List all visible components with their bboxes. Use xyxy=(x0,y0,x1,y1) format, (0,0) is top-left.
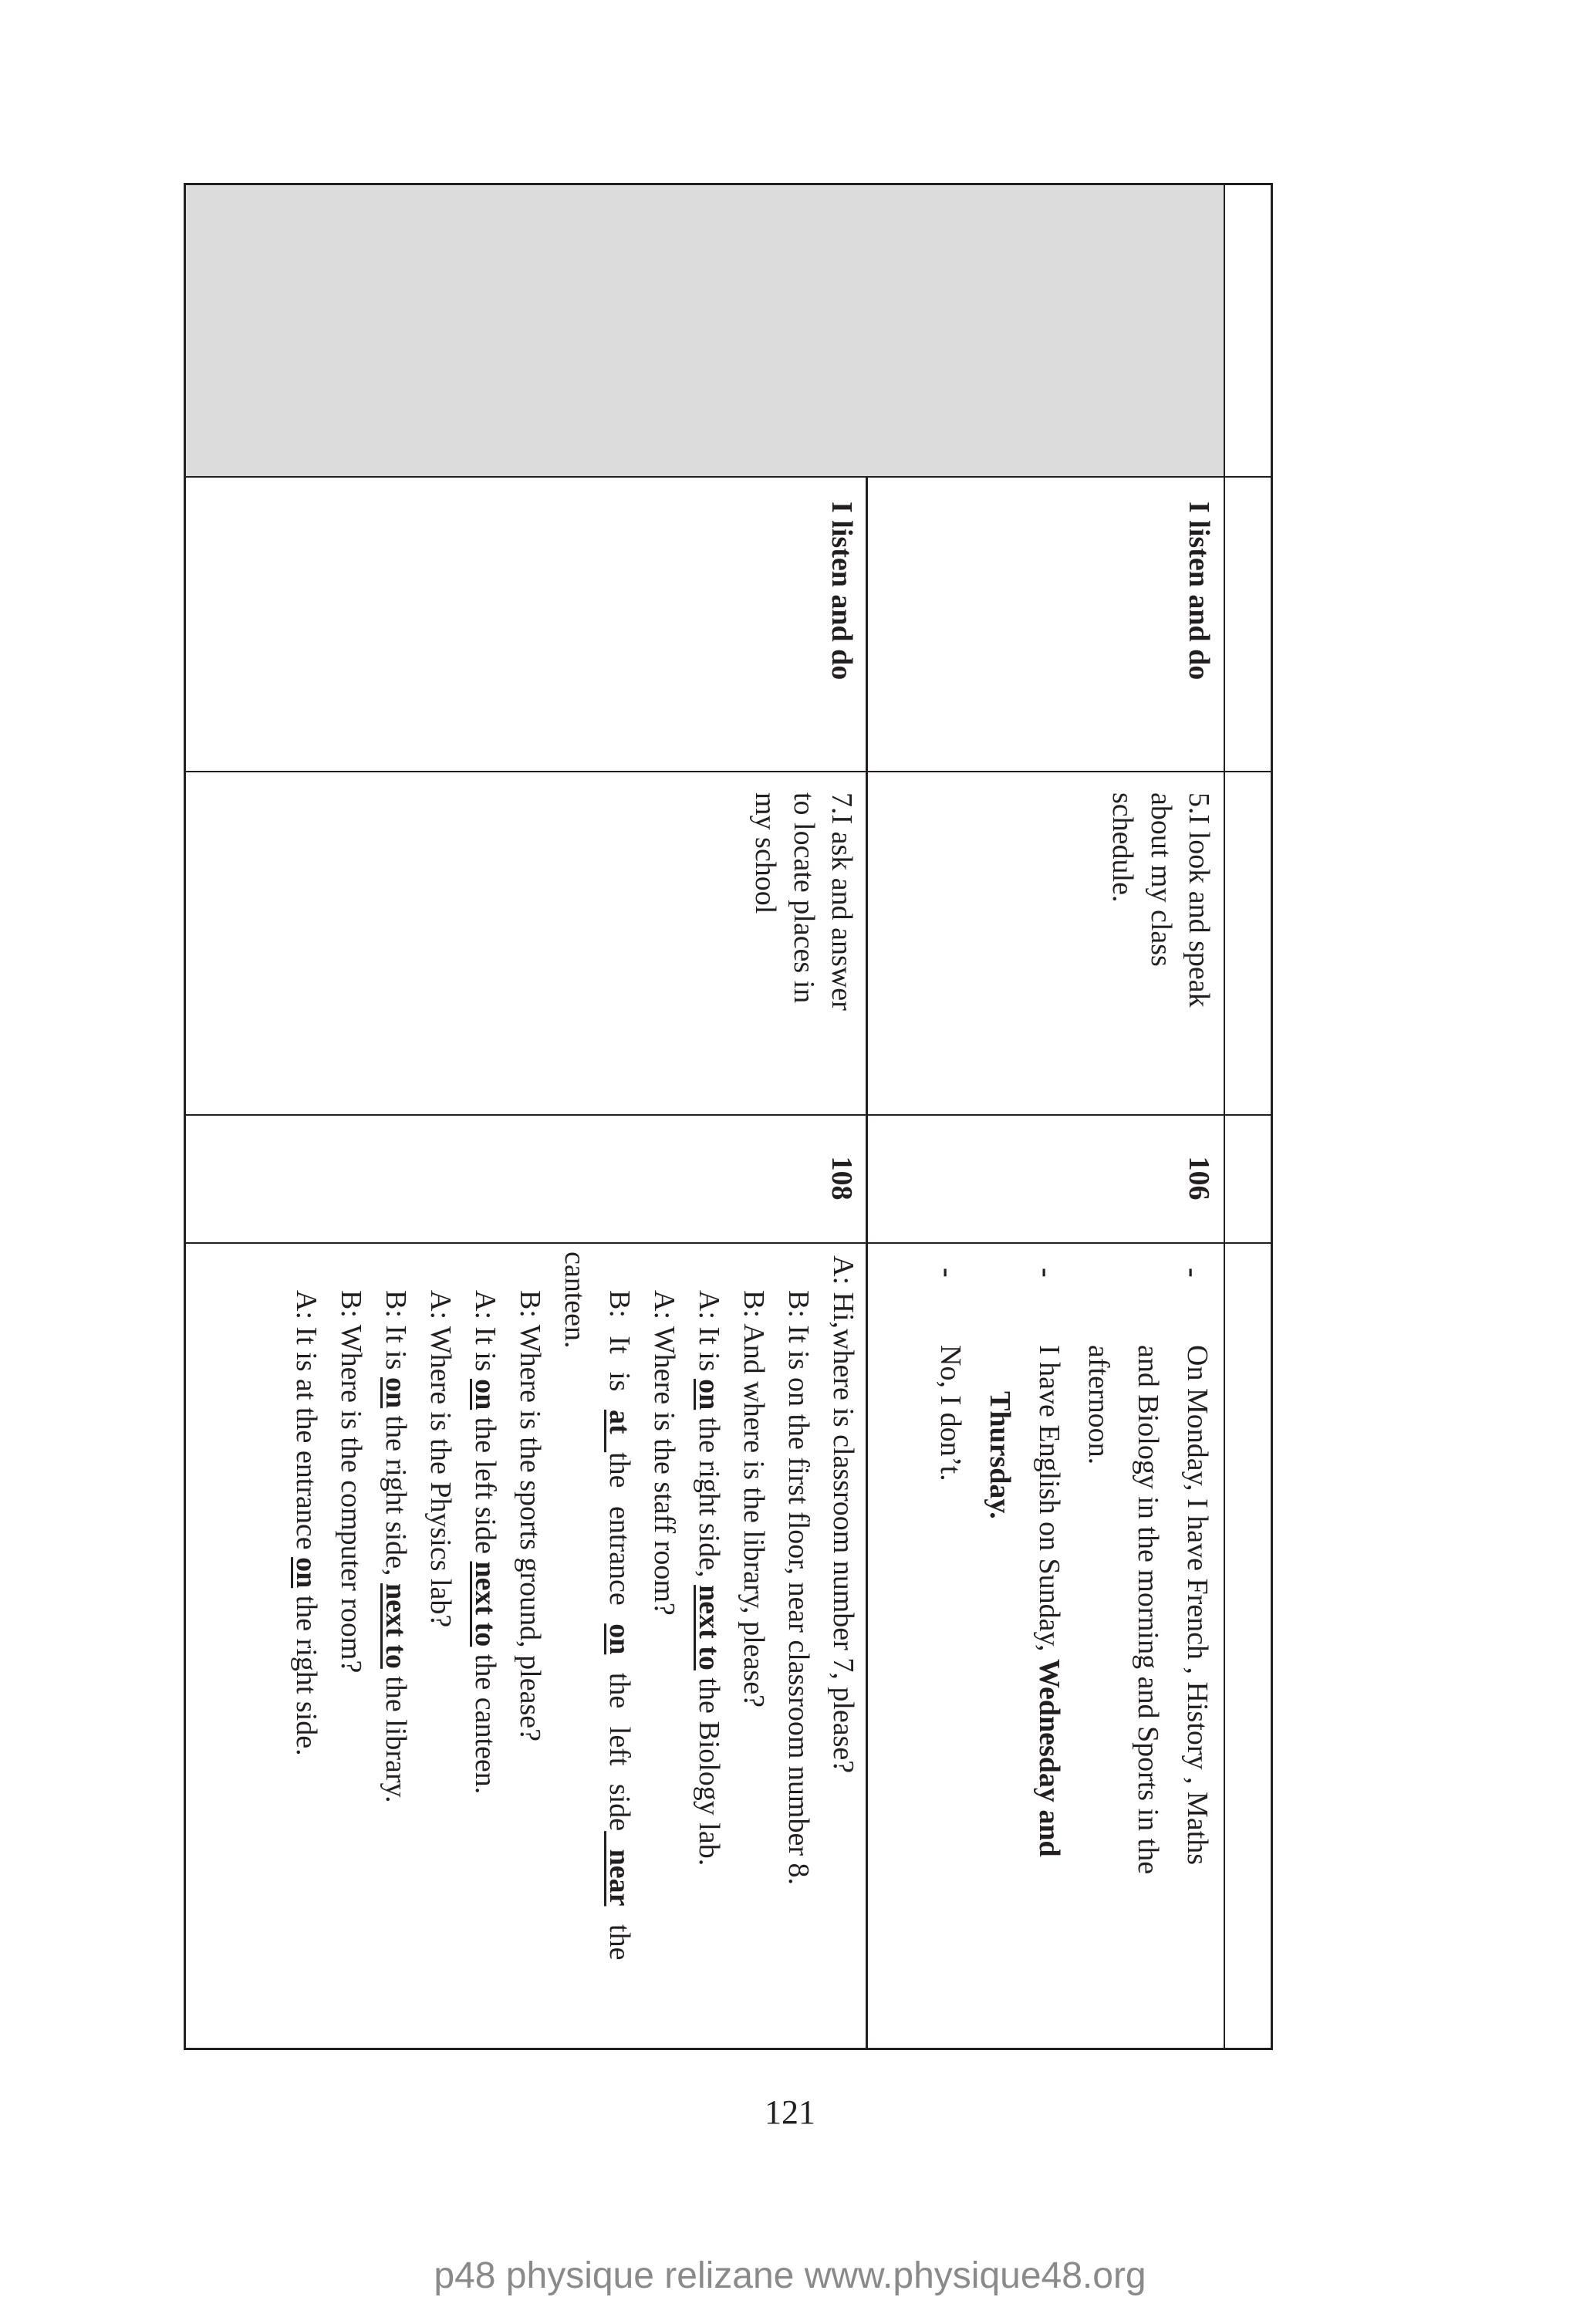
preposition: next to xyxy=(469,1561,501,1647)
dialogue-line: A: Hi,where is classroom number 7, please? xyxy=(827,1255,859,1774)
content-item xyxy=(1074,1345,1222,1874)
dialogue-text: A: It is xyxy=(469,1290,501,1380)
page-ref-cell: 108 xyxy=(825,1156,858,1201)
dialogue-text: the right side, xyxy=(693,1410,725,1586)
dialogue-text: the Biology lab. xyxy=(693,1670,725,1866)
dialogue-text: the xyxy=(603,1906,636,1961)
content-bold: Wednesday and xyxy=(1033,1659,1065,1857)
objective-line: to locate places in xyxy=(787,792,820,1004)
dialogue-text: the right side. xyxy=(290,1588,322,1756)
content-line: afternoon. xyxy=(1082,1345,1115,1465)
rotated-table-frame xyxy=(184,183,1273,2050)
objective-cell xyxy=(746,792,860,1011)
skill-cell: I listen and do xyxy=(1183,502,1215,681)
page-number: 121 xyxy=(765,2093,815,2131)
objective-line: 5.I look and speak xyxy=(1183,792,1215,1008)
objective-cell xyxy=(1103,792,1217,1008)
shaded-column xyxy=(184,183,1225,476)
dialogue-text: B: It is xyxy=(380,1290,412,1377)
objective-line: 7.I ask and answer xyxy=(825,792,858,1011)
dialogue-text: the right side, xyxy=(380,1408,412,1584)
dialogue-line xyxy=(605,1290,634,1960)
dialogue-text: the canteen. xyxy=(469,1647,501,1795)
dialogue-line xyxy=(292,1290,321,1756)
dialogue-line: B: Where is the sports ground, please? xyxy=(514,1290,546,1741)
preposition: near xyxy=(603,1831,636,1907)
bullet-dash: - xyxy=(1177,1268,1209,1278)
table-border-right xyxy=(184,2048,1273,2050)
content-line: and Biology in the morning and Sports in the xyxy=(1132,1345,1164,1875)
column-divider xyxy=(184,1114,1273,1116)
content-item xyxy=(975,1345,1074,1857)
table-border-top xyxy=(1271,183,1273,2050)
column-divider xyxy=(184,476,1273,478)
content-item: No, I don’t. xyxy=(934,1345,967,1481)
content-line xyxy=(1025,1345,1074,1857)
lesson-table xyxy=(184,183,1273,2050)
dialogue-line: A: Where is the staff room? xyxy=(648,1290,680,1616)
dialogue-text: B: It is xyxy=(603,1290,636,1410)
preposition: next to xyxy=(380,1583,412,1669)
dialogue-text: the library. xyxy=(380,1668,412,1803)
bullet-dash: - xyxy=(931,1268,964,1278)
dialogue-text: A: It is xyxy=(693,1290,725,1380)
dialogue-line xyxy=(694,1290,724,1866)
dialogue-line: B: Where is the computer room? xyxy=(335,1290,367,1674)
skill-cell: I listen and do xyxy=(825,502,858,681)
content-line: On Monday, I have French , History , Maths xyxy=(1181,1345,1214,1866)
column-divider xyxy=(184,1242,1273,1244)
dialogue-text: the entrance xyxy=(603,1452,636,1624)
preposition: on xyxy=(603,1623,636,1655)
table-border-bottom xyxy=(184,183,186,2050)
dialogue-line xyxy=(381,1290,410,1803)
footer-watermark[interactable]: p48 physique relizane www.physique48.org xyxy=(434,2255,1146,2296)
dialogue-text: the left side xyxy=(603,1654,636,1832)
dialogue-text: the left side xyxy=(469,1410,501,1562)
dialogue-line: A: Where is the Physics lab? xyxy=(424,1290,457,1628)
dialogue-line: B: It is on the first floor, near classroom number 8. xyxy=(782,1290,815,1885)
row-divider xyxy=(866,476,868,2050)
content-text: I have English on Sunday, xyxy=(1033,1345,1065,1660)
content-line: Thursday. xyxy=(984,1391,1016,1519)
dialogue-text: A: It is at the entrance xyxy=(290,1290,322,1558)
objective-line: about my class xyxy=(1144,792,1177,967)
dialogue-line xyxy=(471,1290,500,1794)
preposition: on xyxy=(469,1379,501,1410)
preposition: on xyxy=(693,1379,725,1410)
objective-line: my school xyxy=(749,792,782,914)
column-divider xyxy=(184,771,1273,772)
objective-line: schedule. xyxy=(1106,792,1139,903)
dialogue-line: B: And where is the library, please? xyxy=(738,1290,770,1708)
bullet-dash: - xyxy=(1030,1268,1062,1278)
dialogue-line: canteen. xyxy=(559,1252,591,1349)
page-ref-cell: 106 xyxy=(1183,1156,1215,1201)
preposition: next to xyxy=(693,1585,725,1670)
preposition: on xyxy=(290,1557,322,1589)
preposition: at xyxy=(603,1409,636,1453)
table-border-left xyxy=(184,183,1273,185)
preposition: on xyxy=(380,1376,412,1409)
header-rule xyxy=(1224,183,1225,2050)
